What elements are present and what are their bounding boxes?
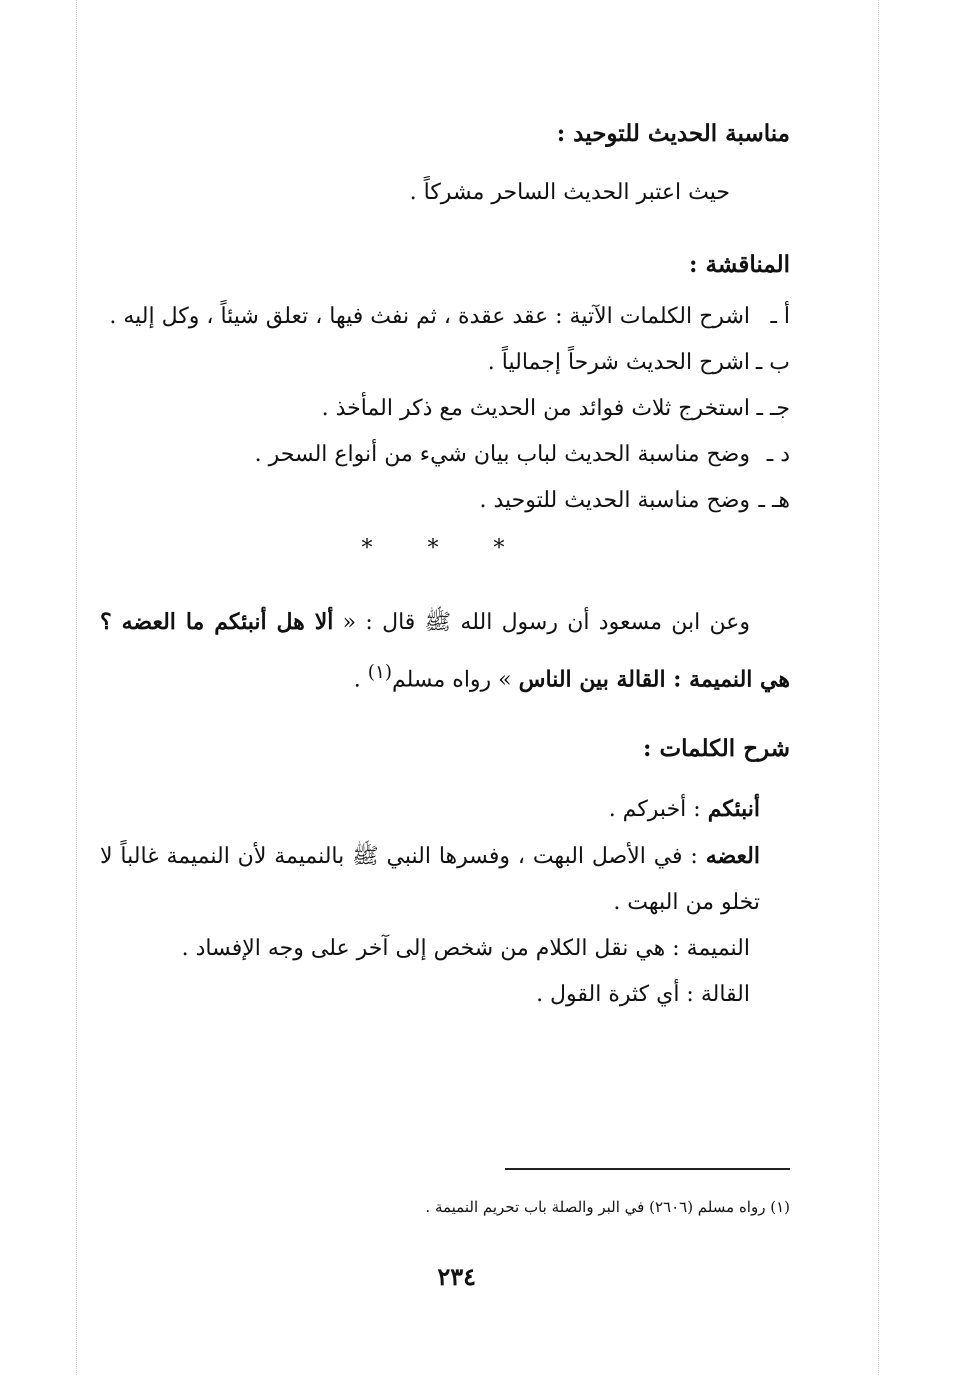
item-text: وضح مناسبة الحديث للتوحيد . xyxy=(479,488,750,513)
list-item xyxy=(100,478,790,524)
page-body xyxy=(100,110,790,1018)
item-marker: هـ ـ xyxy=(758,488,790,513)
glossary-term: النميمة xyxy=(686,936,750,962)
footnote-rule xyxy=(505,1168,790,1170)
glossary-term: القالة xyxy=(700,982,750,1008)
glossary-definition: : هي نقل الكلام من شخص إلى آخر على وجه الإفساد . xyxy=(181,936,687,962)
glossary-entry xyxy=(100,972,790,1018)
hadith-quote: ألا هل أنبئكم ما العضه ؟ هي النميمة : القالة بين الناس xyxy=(100,609,790,693)
list-item xyxy=(100,432,790,478)
list-item xyxy=(100,294,790,340)
glossary-entry xyxy=(100,786,790,833)
glossary-term: العضه xyxy=(705,843,760,870)
asterism-separator: * * * xyxy=(361,536,529,561)
item-marker: جـ ـ xyxy=(756,396,790,421)
discussion-list xyxy=(100,294,790,524)
scan-dotted-line xyxy=(76,0,77,1375)
glossary-definition: : في الأصل البهت ، وفسرها النبي ﷺ بالنميمة لأن النميمة غالباً لا تخلو من البهت . xyxy=(100,844,760,916)
glossary-entry xyxy=(100,926,790,972)
item-marker: د ـ xyxy=(766,442,790,467)
glossary-definition: : أي كثرة القول . xyxy=(536,982,701,1008)
footnote-area xyxy=(505,1165,790,1285)
glossary-definition: : أخبركم . xyxy=(608,797,708,823)
discussion-heading: المناقشة : xyxy=(689,251,790,278)
glossary-heading: شرح الكلمات : xyxy=(643,735,790,763)
section-heading: مناسبة الحديث للتوحيد : xyxy=(556,120,790,147)
item-marker: أ ـ xyxy=(770,304,790,329)
item-text: اشرح الحديث شرحاً إجمالياً . xyxy=(487,350,750,375)
item-text: استخرج ثلاث فوائد من الحديث مع ذكر المأخذ . xyxy=(321,396,750,421)
glossary-term: أنبئكم xyxy=(707,796,760,823)
hadith-paragraph: وعن ابن مسعود أن رسول الله ﷺ قال : « ألا هل أنبئكم ما العضه ؟ هي النميمة : القالة بين الناس » رواه مسلم$^{(١)}$ . xyxy=(100,609,790,693)
footnote-text: (١) رواه مسلم (٢٦٠٦) في البر والصلة باب تحريم النميمة . xyxy=(425,1198,790,1216)
footnote-ref: (١) xyxy=(367,662,392,683)
section-relevance xyxy=(100,120,790,215)
section-glossary xyxy=(100,735,790,1018)
hadith-source: » رواه مسلم xyxy=(391,667,512,693)
item-text: اشرح الكلمات الآتية : عقد عقدة ، ثم نفث فيها ، تعلق شيئاً ، وكل إليه . xyxy=(109,304,750,329)
section-text: حيث اعتبر الحديث الساحر مشركاً . xyxy=(409,180,730,205)
section-discussion xyxy=(100,251,790,561)
hadith-intro: وعن ابن مسعود أن رسول الله ﷺ قال : « xyxy=(342,610,751,635)
page-number: ٢٣٤ xyxy=(437,1262,476,1291)
scan-dotted-line xyxy=(878,0,879,1375)
glossary-entry xyxy=(100,833,790,926)
list-item xyxy=(100,386,790,432)
item-marker: ب ـ xyxy=(755,350,790,375)
item-text: وضح مناسبة الحديث لباب بيان شيء من أنواع السحر . xyxy=(254,442,750,467)
glossary-list xyxy=(100,786,790,1018)
list-item xyxy=(100,340,790,386)
